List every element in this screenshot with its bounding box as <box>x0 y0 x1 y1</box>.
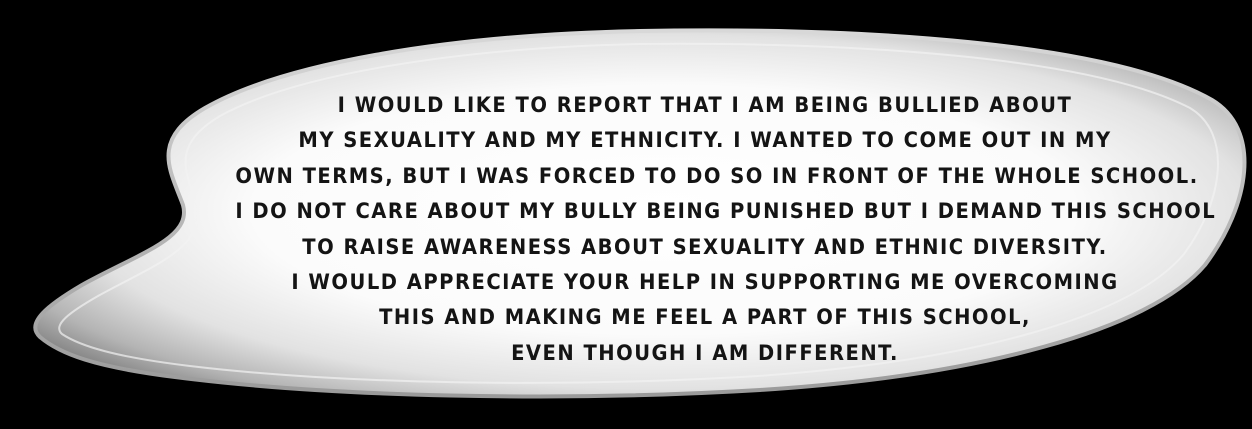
message-line: I WOULD APPRECIATE YOUR HELP IN SUPPORTING ME OVERCOMING <box>291 270 1119 295</box>
message-line: EVEN THOUGH I AM DIFFERENT. <box>511 340 899 365</box>
bullying-report-message <box>235 88 1217 371</box>
message-line: I DO NOT CARE ABOUT MY BULLY BEING PUNISHED BUT I DEMAND THIS SCHOOL <box>235 199 1217 224</box>
message-line: TO RAISE AWARENESS ABOUT SEXUALITY AND ETHNIC DIVERSITY. <box>302 234 1108 259</box>
message-line: THIS AND MAKING ME FEEL A PART OF THIS SCHOOL, <box>379 305 1031 330</box>
message-line: I WOULD LIKE TO REPORT THAT I AM BEING BULLIED ABOUT <box>337 93 1073 117</box>
message-line: MY SEXUALITY AND MY ETHNICITY. I WANTED TO COME OUT IN MY <box>298 128 1112 153</box>
message-line: OWN TERMS, BUT I WAS FORCED TO DO SO IN FRONT OF THE WHOLE SCHOOL. <box>235 163 1199 188</box>
